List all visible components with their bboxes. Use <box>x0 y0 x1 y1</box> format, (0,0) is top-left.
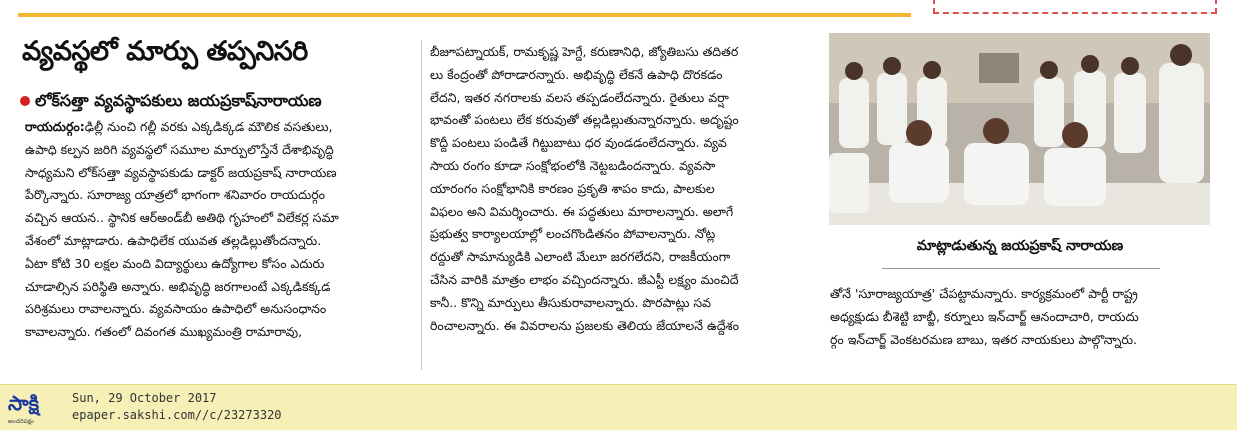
edition-date: Sun, 29 October 2017 <box>72 391 217 405</box>
column-line: ర్గం ఇన్‌చార్జ్ వెంకటరమణ బాబు, ఇతర నాయకులు పాల్గొన్నారు. <box>830 331 1138 347</box>
column-line: రించాలన్నారు. ఈ వివరాలను ప్రజలకు తెలియ జేయాలనే ఉద్దేశం <box>430 317 739 333</box>
column-line: సాయ రంగం కూడా సంక్షోభంలోకి నెట్టబడిందన్నారు. వ్యవసా <box>430 157 716 173</box>
sakshi-logo <box>4 391 64 426</box>
caption-underline <box>882 268 1160 269</box>
article-column-3 <box>830 283 1210 351</box>
column-line: వచ్చిన ఆయన.. స్థానిక ఆర్‌అండ్‌బీ అతిథి గృహంలో విలేకర్ల సమా <box>25 210 339 226</box>
column-line: కావాలన్నారు. గతంలో దివంగత ముఖ్యమంత్రి రామారావు, <box>25 324 303 340</box>
column-line: కానీ.. కొన్ని మార్పులు తీసుకురావాలన్నారు. పొరపాట్లు సవ <box>430 294 712 310</box>
logo-tagline: అందరిపక్షం <box>8 418 35 425</box>
column-line: భావంతో పంటలు లేక కరువుతో తల్లడిల్లుతున్నారన్నారు. అదృష్టం <box>430 112 739 128</box>
column-line: సాధ్యమని లోక్‌సత్తా వ్యవస్థాపకుడు డాక్టర్ జయప్రకాష్ నారాయణ <box>25 164 337 180</box>
epaper-url[interactable]: epaper.sakshi.com//c/23273320 <box>72 408 282 422</box>
column-line: పేర్కొన్నారు. సూరాజ్య యాత్రలో భాగంగా శనివారం రాయదుర్గం <box>25 187 325 203</box>
column-line: చూడాల్సిన పరిస్థితి అన్నారు. అభివృద్ధి జరగాలంటే ఎక్కడికక్కడ <box>25 278 331 294</box>
column-line: బీజూపట్నాయక్, రామకృష్ణ హెగ్డే, కరుణానిధి, జ్యోతిబసు తదితర <box>430 44 739 59</box>
column-line: లు కేంద్రంతో పోరాడారన్నారు. అభివృద్ధి లేకనే ఉపాధి దొరకడం <box>430 66 723 82</box>
column-line: అధ్యక్షుడు బీశెట్టి బాబ్జీ, కర్నూలు ఇన్‌చార్జ్ ఆనందాచారి, రాయదు <box>830 308 1139 324</box>
column-line: రాయదుర్గం:ఢిల్లీ నుంచి గల్లీ వరకు ఎక్కడిక్కడ మౌలిక వసతులు, <box>25 119 333 134</box>
column-line: విఫలం అని విమర్శించారు. ఈ పద్ధతులు మారాలన్నారు. అలాగే <box>430 203 734 219</box>
bullet-icon <box>20 96 30 106</box>
column-line: చేసిన వారికి మాత్రం లాభం వచ్చిందన్నారు. జీఎస్టీ లక్ష్యం మంచిదే <box>430 271 739 287</box>
column-line: రద్దుతో సామాన్యుడికి ఎలాంటి మేలూ జరగలేదని, రాజకీయంగా <box>430 249 731 265</box>
column-line: పరిశ్రమలు రావాలన్నారు. వ్యవసాయం ఉపాధిలో అనుసంధానం <box>25 301 327 317</box>
article-column-2 <box>430 41 818 337</box>
column-divider <box>421 40 422 370</box>
press-meet-photo <box>829 33 1210 225</box>
dateline: రాయదుర్గం: <box>25 119 85 134</box>
article-column-1 <box>25 116 413 344</box>
top-rule <box>18 13 911 17</box>
photo-caption: మాట్లాడుతున్న జయప్రకాష్ నారాయణ <box>916 238 1124 254</box>
column-line: వేశంలో మాట్లాడారు. ఉపాధిలేక యువత తల్లడిల్లుతోందన్నారు. <box>25 232 322 248</box>
column-line: కొద్దీ పంటలు పండితే గిట్టుబాటు ధర వుండడంలేదన్నారు. వ్యవ <box>430 135 727 151</box>
column-line: తోనే 'సూరాజ్యయాత్ర' చేపట్టామన్నారు. కార్యక్రమంలో పార్టీ రాష్ట్ర <box>830 286 1138 301</box>
logo-text: సాక్షి <box>8 391 40 415</box>
column-line: లేదని, ఇతర నగరాలకు వలస తప్పడంలేదన్నారు. రైతులు వర్షా <box>430 89 729 105</box>
article-headline: వ్యవస్థలో మార్పు తప్పనిసరి <box>22 36 308 67</box>
column-line: యారంగం సంక్షోభానికి కారణం ప్రకృతి శాపం కాదు, పాలకుల <box>430 180 715 196</box>
column-line: ఉపాధి కల్పన జరిగి వ్యవస్థలో సమూల మార్పులొస్తేనే దేశాభివృద్ధి <box>25 141 334 157</box>
column-line: ఏటా కోటి 30 లక్షల మంది విద్యార్థులు ఉద్యోగాల కోసం ఎదురు <box>25 255 325 271</box>
column-line: ప్రభుత్వ కార్యాలయాల్లో లంచగొండితనం పోవాలన్నారు. నోట్ల <box>430 226 716 242</box>
article-subheadline: లోక్‌సత్తా వ్యవస్థాపకులు జయప్రకాష్‌నారాయణ <box>35 91 322 110</box>
clipping-dashed-border <box>933 0 1217 14</box>
